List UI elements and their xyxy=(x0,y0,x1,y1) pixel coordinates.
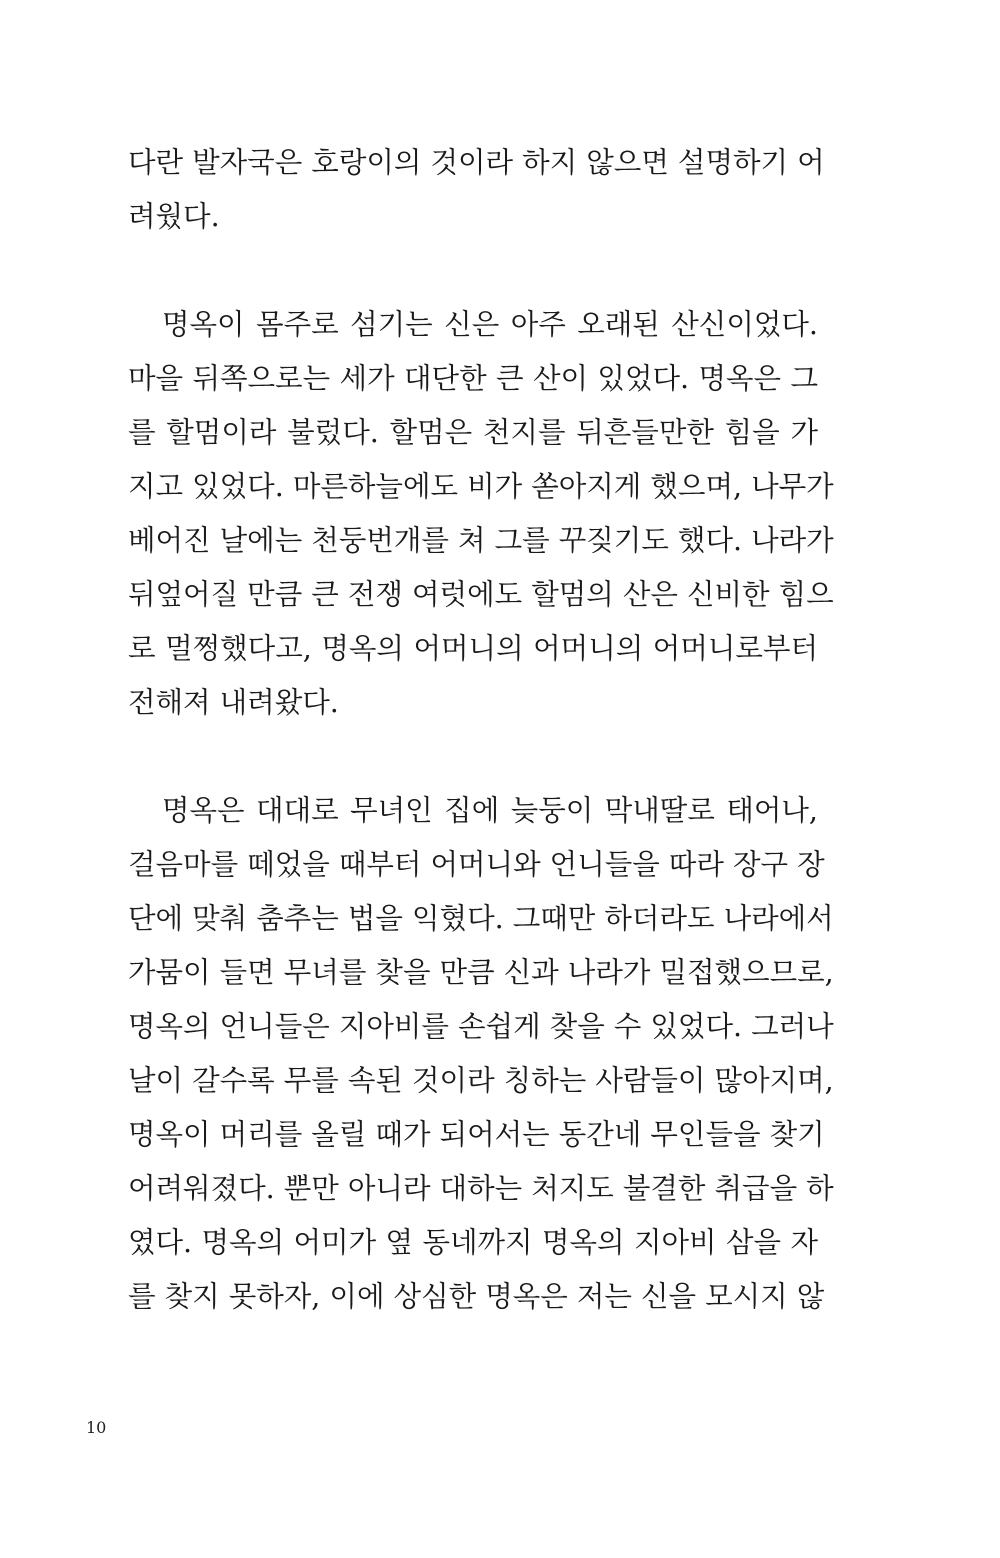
text-line: 날이 갈수록 무를 속된 것이라 칭하는 사람들이 많아지며, xyxy=(128,1064,834,1097)
body-text xyxy=(128,136,834,1324)
text-line: 명옥이 몸주로 섬기는 신은 아주 오래된 산신이었다. xyxy=(162,308,818,341)
paragraph-3 xyxy=(128,784,834,1324)
text-line: 를 할멈이라 불렀다. 할멈은 천지를 뒤흔들만한 힘을 가 xyxy=(128,416,818,449)
text-line: 였다. 명옥의 어미가 옆 동네까지 명옥의 지아비 삼을 자 xyxy=(128,1226,818,1259)
paragraph-1 xyxy=(128,136,825,244)
paragraph-2 xyxy=(128,298,834,730)
text-line: 전해져 내려왔다. xyxy=(128,686,339,719)
text-line: 명옥의 언니들은 지아비를 손쉽게 찾을 수 있었다. 그러나 xyxy=(128,1010,834,1043)
text-line: 를 찾지 못하자, 이에 상심한 명옥은 저는 신을 모시지 않 xyxy=(128,1280,825,1313)
text-line: 걸음마를 떼었을 때부터 어머니와 언니들을 따라 장구 장 xyxy=(128,848,825,881)
text-line: 단에 맞춰 춤추는 법을 익혔다. 그때만 하더라도 나라에서 xyxy=(128,902,834,935)
text-line: 베어진 날에는 천둥번개를 쳐 그를 꾸짖기도 했다. 나라가 xyxy=(128,524,834,557)
text-line: 마을 뒤쪽으로는 세가 대단한 큰 산이 있었다. 명옥은 그 xyxy=(128,362,818,395)
text-line: 가뭄이 들면 무녀를 찾을 만큼 신과 나라가 밀접했으므로, xyxy=(128,956,834,989)
text-line: 로 멀쩡했다고, 명옥의 어머니의 어머니의 어머니로부터 xyxy=(128,632,818,665)
text-line: 려웠다. xyxy=(128,200,220,233)
page-number: 10 xyxy=(86,1418,107,1437)
text-line: 지고 있었다. 마른하늘에도 비가 쏟아지게 했으며, 나무가 xyxy=(128,470,834,503)
text-line: 뒤엎어질 만큼 큰 전쟁 여럿에도 할멈의 산은 신비한 힘으 xyxy=(128,578,834,611)
text-line: 명옥이 머리를 올릴 때가 되어서는 동간네 무인들을 찾기 xyxy=(128,1118,825,1151)
text-line: 명옥은 대대로 무녀인 집에 늦둥이 막내딸로 태어나, xyxy=(162,794,818,827)
text-line: 다란 발자국은 호랑이의 것이라 하지 않으면 설명하기 어 xyxy=(128,146,825,179)
paragraph-gap xyxy=(128,730,818,784)
paragraph-gap xyxy=(128,244,818,298)
text-line: 어려워졌다. 뿐만 아니라 대하는 처지도 불결한 취급을 하 xyxy=(128,1172,834,1205)
